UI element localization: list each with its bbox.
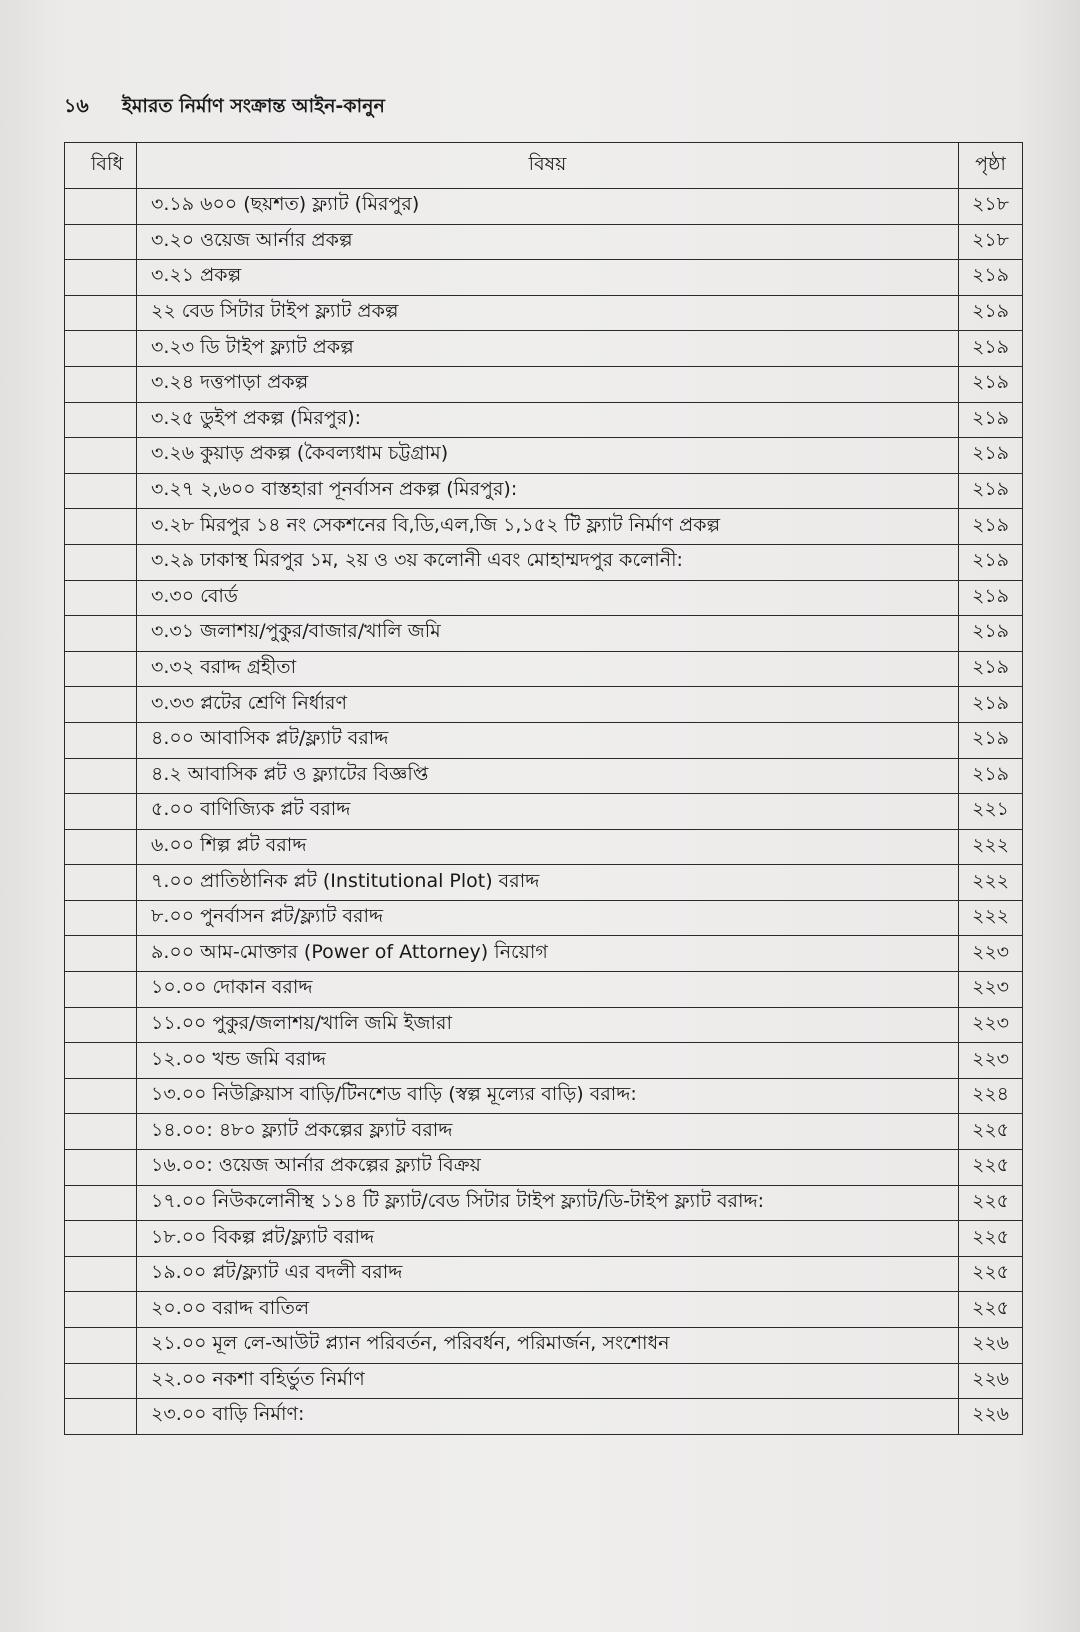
rule-cell xyxy=(65,722,137,758)
table-row xyxy=(65,1007,1023,1043)
table-row xyxy=(65,972,1023,1008)
page-cell: ২১৯ xyxy=(959,473,1023,509)
subject-cell: ২২.০০ নকশা বহির্ভুত নির্মাণ xyxy=(137,1363,959,1399)
table-row xyxy=(65,1150,1023,1186)
page-cell: ২২৫ xyxy=(959,1221,1023,1257)
subject-cell: ৯.০০ আম-মোক্তার (Power of Attorney) নিয়োগ xyxy=(137,936,959,972)
page-cell: ২১৯ xyxy=(959,722,1023,758)
page-cell: ২২২ xyxy=(959,900,1023,936)
page-cell: ২২১ xyxy=(959,794,1023,830)
page-cell: ২১৯ xyxy=(959,758,1023,794)
rule-cell xyxy=(65,1399,137,1435)
rule-cell xyxy=(65,972,137,1008)
rule-cell xyxy=(65,829,137,865)
table-row xyxy=(65,580,1023,616)
subject-cell: ৩.২৭ ২,৬০০ বাস্তহারা পূনর্বাসন প্রকল্প (মিরপুর): xyxy=(137,473,959,509)
table-row xyxy=(65,366,1023,402)
subject-cell: ১৯.০০ প্লট/ফ্ল্যাট এর বদলী বরাদ্দ xyxy=(137,1256,959,1292)
rule-cell xyxy=(65,1007,137,1043)
subject-cell: ১৪.০০: ৪৮০ ফ্ল্যাট প্রকল্পের ফ্ল্যাট বরাদ্দ xyxy=(137,1114,959,1150)
subject-cell: ৩.৩০ বোর্ড xyxy=(137,580,959,616)
table-row xyxy=(65,509,1023,545)
table-row xyxy=(65,331,1023,367)
subject-cell: ৩.২১ প্রকল্প xyxy=(137,260,959,296)
rule-cell xyxy=(65,865,137,901)
table-row xyxy=(65,295,1023,331)
page-header xyxy=(64,92,385,124)
page-cell: ২২২ xyxy=(959,865,1023,901)
page-cell: ২২৩ xyxy=(959,936,1023,972)
subject-cell: ৩.৩২ বরাদ্দ গ্রহীতা xyxy=(137,651,959,687)
rule-cell xyxy=(65,1256,137,1292)
rule-cell xyxy=(65,1363,137,1399)
subject-cell: ২১.০০ মূল লে-আউট প্ল্যান পরিবর্তন, পরিবর্ধন, পরিমার্জন, সংশোধন xyxy=(137,1328,959,1364)
page-cell: ২২৩ xyxy=(959,1007,1023,1043)
rule-cell xyxy=(65,1114,137,1150)
subject-cell: ২৩.০০ বাড়ি নির্মাণ: xyxy=(137,1399,959,1435)
rule-cell xyxy=(65,544,137,580)
book-title: ইমারত নির্মাণ সংক্রান্ত আইন-কানুন xyxy=(122,95,385,117)
subject-cell: ১২.০০ খন্ড জমি বরাদ্দ xyxy=(137,1043,959,1079)
subject-cell: ৪.২ আবাসিক প্লট ও ফ্ল্যাটের বিজ্ঞপ্তি xyxy=(137,758,959,794)
rule-cell xyxy=(65,758,137,794)
rule-cell xyxy=(65,1185,137,1221)
subject-cell: ৩.৩১ জলাশয়/পুকুর/বাজার/খালি জমি xyxy=(137,616,959,652)
table-row xyxy=(65,1114,1023,1150)
rule-cell xyxy=(65,438,137,474)
rule-cell xyxy=(65,260,137,296)
page-cell: ২১৯ xyxy=(959,260,1023,296)
table-row xyxy=(65,900,1023,936)
rule-cell xyxy=(65,1328,137,1364)
table-row xyxy=(65,1078,1023,1114)
page-cell: ২২৩ xyxy=(959,972,1023,1008)
subject-cell: ২২ বেড সিটার টাইপ ফ্ল্যাট প্রকল্প xyxy=(137,295,959,331)
page-cell: ২২৬ xyxy=(959,1363,1023,1399)
table-row xyxy=(65,473,1023,509)
table-row xyxy=(65,1221,1023,1257)
page-cell: ২১৮ xyxy=(959,189,1023,225)
subject-cell: ১০.০০ দোকান বরাদ্দ xyxy=(137,972,959,1008)
page-cell: ২২৫ xyxy=(959,1185,1023,1221)
page-cell: ২২৬ xyxy=(959,1328,1023,1364)
rule-cell xyxy=(65,936,137,972)
subject-cell: ১৭.০০ নিউকলোনীস্থ ১১৪ টি ফ্ল্যাট/বেড সিটার টাইপ ফ্ল্যাট/ডি-টাইপ ফ্ল্যাট বরাদ্দ: xyxy=(137,1185,959,1221)
table-row xyxy=(65,1399,1023,1435)
table-row xyxy=(65,865,1023,901)
subject-cell: ৩.৩৩ প্লটের শ্রেণি নির্ধারণ xyxy=(137,687,959,723)
rule-cell xyxy=(65,189,137,225)
table-row xyxy=(65,1363,1023,1399)
subject-cell: ৩.২৮ মিরপুর ১৪ নং সেকশনের বি,ডি,এল,জি ১,১৫২ টি ফ্ল্যাট নির্মাণ প্রকল্প xyxy=(137,509,959,545)
rule-cell xyxy=(65,900,137,936)
rule-cell xyxy=(65,1292,137,1328)
table-row xyxy=(65,1043,1023,1079)
page-cell: ২১৮ xyxy=(959,224,1023,260)
table-row xyxy=(65,189,1023,225)
table-row xyxy=(65,616,1023,652)
rule-cell xyxy=(65,1078,137,1114)
table-row xyxy=(65,1256,1023,1292)
page-cell: ২১৯ xyxy=(959,438,1023,474)
page-cell: ২২৫ xyxy=(959,1256,1023,1292)
subject-cell: ১৬.০০: ওয়েজ আর্নার প্রকল্পের ফ্ল্যাট বিক্রয় xyxy=(137,1150,959,1186)
page-cell: ২১৯ xyxy=(959,651,1023,687)
table-header-row xyxy=(65,143,1023,189)
table-row xyxy=(65,794,1023,830)
rule-cell xyxy=(65,1043,137,1079)
subject-cell: ১৩.০০ নিউক্লিয়াস বাড়ি/টিনশেড বাড়ি (স্বল্প মূল্যের বাড়ি) বরাদ্দ: xyxy=(137,1078,959,1114)
subject-cell: ৮.০০ পুনর্বাসন প্লট/ফ্ল্যাট বরাদ্দ xyxy=(137,900,959,936)
page-cell: ২১৯ xyxy=(959,616,1023,652)
table-row xyxy=(65,1185,1023,1221)
rule-cell xyxy=(65,295,137,331)
subject-cell: ৩.২৬ কুয়াড় প্রকল্প (কৈবল্যধাম চট্টগ্রাম) xyxy=(137,438,959,474)
rule-cell xyxy=(65,580,137,616)
table-row xyxy=(65,1328,1023,1364)
rule-cell xyxy=(65,651,137,687)
subject-cell: ৩.২৪ দত্তপাড়া প্রকল্প xyxy=(137,366,959,402)
table-row xyxy=(65,722,1023,758)
subject-cell: ৪.০০ আবাসিক প্লট/ফ্ল্যাট বরাদ্দ xyxy=(137,722,959,758)
subject-cell: ১১.০০ পুকুর/জলাশয়/খালি জমি ইজারা xyxy=(137,1007,959,1043)
table-row xyxy=(65,829,1023,865)
page-cell: ২২৬ xyxy=(959,1399,1023,1435)
subject-cell: ৩.২৩ ডি টাইপ ফ্ল্যাট প্রকল্প xyxy=(137,331,959,367)
subject-cell: ৫.০০ বাণিজ্যিক প্লট বরাদ্দ xyxy=(137,794,959,830)
subject-cell: ৩.২০ ওয়েজ আর্নার প্রকল্প xyxy=(137,224,959,260)
contents-table xyxy=(64,142,1023,1435)
rule-cell xyxy=(65,616,137,652)
page-cell: ২২৫ xyxy=(959,1292,1023,1328)
page-cell: ২২৫ xyxy=(959,1114,1023,1150)
page-cell: ২২৪ xyxy=(959,1078,1023,1114)
table-row xyxy=(65,260,1023,296)
subject-cell: ৩.১৯ ৬০০ (ছয়শত) ফ্ল্যাট (মিরপুর) xyxy=(137,189,959,225)
rule-cell xyxy=(65,366,137,402)
subject-cell: ৩.২৫ ডুইপ প্রকল্প (মিরপুর): xyxy=(137,402,959,438)
page-cell: ২১৯ xyxy=(959,687,1023,723)
page-cell: ২১৯ xyxy=(959,544,1023,580)
rule-cell xyxy=(65,794,137,830)
subject-cell: ১৮.০০ বিকল্প প্লট/ফ্ল্যাট বরাদ্দ xyxy=(137,1221,959,1257)
table-row xyxy=(65,936,1023,972)
page-cell: ২১৯ xyxy=(959,402,1023,438)
page-number: ১৬ xyxy=(64,95,89,117)
table-row xyxy=(65,687,1023,723)
table-row xyxy=(65,544,1023,580)
rule-cell xyxy=(65,1221,137,1257)
page-cell: ২১৯ xyxy=(959,509,1023,545)
table-body xyxy=(65,189,1023,1435)
page-cell: ২১৯ xyxy=(959,331,1023,367)
subject-cell: ৭.০০ প্রাতিষ্ঠানিক প্লট (Institutional Plot) বরাদ্দ xyxy=(137,865,959,901)
rule-cell xyxy=(65,402,137,438)
subject-cell: ২০.০০ বরাদ্দ বাতিল xyxy=(137,1292,959,1328)
page-cell: ২২৫ xyxy=(959,1150,1023,1186)
rule-cell xyxy=(65,473,137,509)
header-rule: বিধি xyxy=(65,143,137,189)
table-row xyxy=(65,224,1023,260)
subject-cell: ৩.২৯ ঢাকাস্থ মিরপুর ১ম, ২য় ও ৩য় কলোনী এবং মোহাম্মদপুর কলোনী: xyxy=(137,544,959,580)
rule-cell xyxy=(65,687,137,723)
page-cell: ২২২ xyxy=(959,829,1023,865)
header-page: পৃষ্ঠা xyxy=(959,143,1023,189)
page-cell: ২২৩ xyxy=(959,1043,1023,1079)
page-cell: ২১৯ xyxy=(959,366,1023,402)
table-row xyxy=(65,402,1023,438)
rule-cell xyxy=(65,224,137,260)
subject-cell: ৬.০০ শিল্প প্লট বরাদ্দ xyxy=(137,829,959,865)
header-subject: বিষয় xyxy=(137,143,959,189)
table-row xyxy=(65,651,1023,687)
rule-cell xyxy=(65,509,137,545)
page-cell: ২১৯ xyxy=(959,580,1023,616)
rule-cell xyxy=(65,1150,137,1186)
table-row xyxy=(65,1292,1023,1328)
page-cell: ২১৯ xyxy=(959,295,1023,331)
table-row xyxy=(65,758,1023,794)
table-row xyxy=(65,438,1023,474)
rule-cell xyxy=(65,331,137,367)
